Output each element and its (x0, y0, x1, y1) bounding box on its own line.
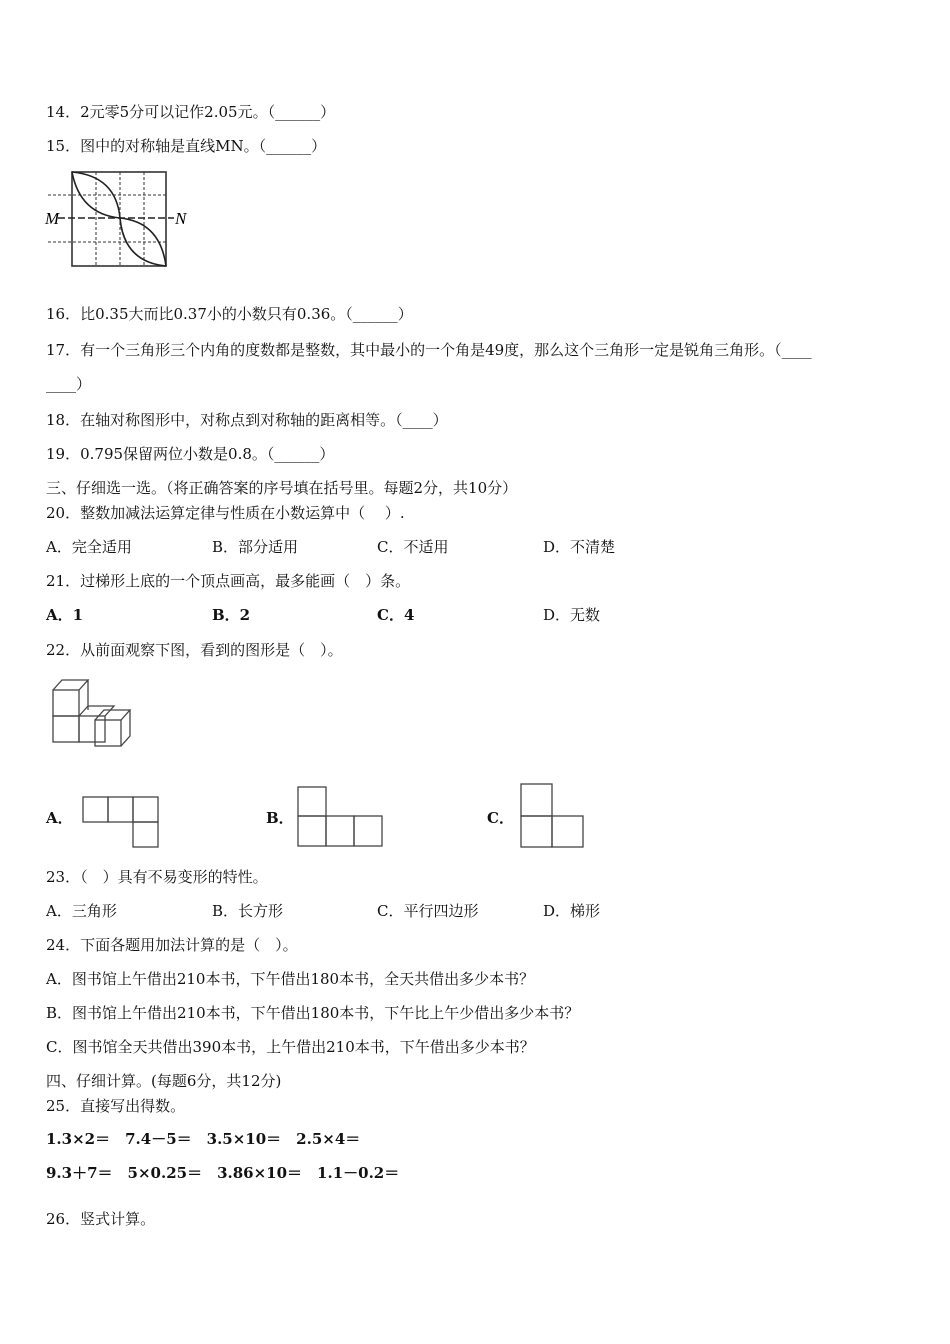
label-n: N (175, 209, 187, 228)
question-26-stem: 26．竖式计算。 (46, 1210, 156, 1228)
q22-option-b-figure (297, 786, 385, 848)
q24-option-c: C．图书馆全天共借出390本书，上午借出210本书，下午借出多少本书？ (46, 1038, 535, 1056)
question-21-stem: 21．过梯形上底的一个顶点画高，最多能画（ ）条。 (46, 572, 411, 590)
q22-cube-figure (50, 676, 142, 750)
question-24-stem: 24．下面各题用加法计算的是（ ）。 (46, 936, 298, 954)
q22-option-c-label: C． (487, 809, 514, 827)
q24-option-b: B．图书馆上午借出210本书，下午借出180本书，下午比上午少借出多少本书？ (46, 1004, 580, 1022)
q15-grid-figure (44, 170, 187, 270)
question-22-stem: 22．从前面观察下图，看到的图形是（ ）。 (46, 641, 343, 659)
q23-option-a: A．三角形 (46, 902, 117, 920)
label-m: M (45, 209, 60, 228)
q24-option-a: A．图书馆上午借出210本书，下午借出180本书，全天共借出多少本书？ (46, 970, 535, 988)
q22-option-c-figure (519, 783, 587, 849)
section-3-heading: 三、仔细选一选。（将正确答案的序号填在括号里。每题2分，共10分） (46, 479, 518, 497)
q23-option-d: D．梯形 (543, 902, 601, 920)
q22-option-b-label: B． (266, 809, 294, 827)
question-20-stem: 20．整数加减法运算定律与性质在小数运算中（ ）. (46, 504, 405, 522)
q22-option-a-label: A． (46, 809, 73, 827)
question-19: 19．0.795保留两位小数是0.8。（______） (46, 445, 335, 463)
q20-option-b: B．部分适用 (212, 538, 299, 556)
question-17-line1: 17．有一个三角形三个内角的度数都是整数，其中最小的一个角是49度，那么这个三角形一定是锐角三角形。（____ (46, 341, 812, 359)
question-16: 16．比0.35大而比0.37小的小数只有0.36。（______） (46, 305, 413, 323)
q21-option-a: A．1 (46, 606, 84, 624)
q21-option-b: B．2 (212, 606, 251, 624)
q22-option-a-figure (82, 796, 160, 850)
question-17-line2: ____） (46, 375, 92, 393)
section-4-heading: 四、仔细计算。(每题6分，共12分) (46, 1072, 282, 1090)
q25-row-2: 9.3＋7＝ 5×0.25＝ 3.86×10＝ 1.1－0.2＝ (46, 1164, 400, 1182)
q21-option-d: D．无数 (543, 606, 601, 624)
q25-row-1: 1.3×2＝ 7.4－5＝ 3.5×10＝ 2.5×4＝ (46, 1130, 361, 1148)
q20-option-a: A．完全适用 (46, 538, 132, 556)
q20-option-d: D．不清楚 (543, 538, 616, 556)
question-14: 14．2元零5分可以记作2.05元。（______） (46, 103, 336, 121)
q21-option-c: C．4 (377, 606, 415, 624)
question-25-stem: 25．直接写出得数。 (46, 1097, 186, 1115)
q23-option-b: B．长方形 (212, 902, 284, 920)
question-23-stem: 23．（ ）具有不易变形的特性。 (46, 868, 268, 886)
question-18: 18．在轴对称图形中，对称点到对称轴的距离相等。（____） (46, 411, 448, 429)
question-15: 15．图中的对称轴是直线MN。（______） (46, 137, 327, 155)
q23-option-c: C．平行四边形 (377, 902, 479, 920)
q20-option-c: C．不适用 (377, 538, 449, 556)
